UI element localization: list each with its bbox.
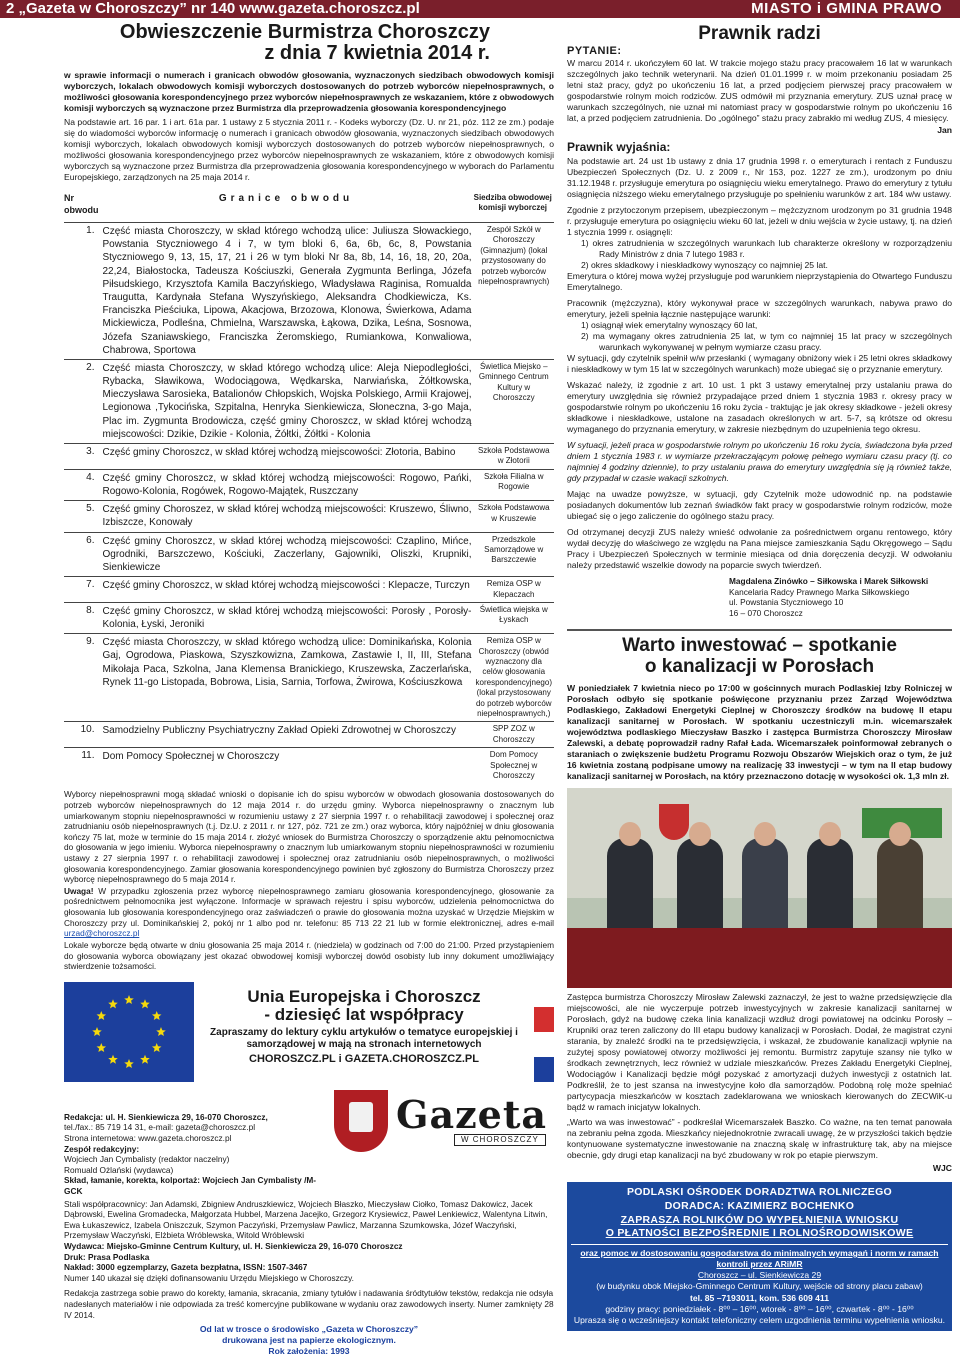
left-column xyxy=(64,22,554,1357)
advisory-hours: godziny pracy: poniedziałek - 8⁰⁰ – 16⁰⁰, wtorek - 8⁰⁰ – 16⁰⁰, czwartek - 8⁰⁰ - 16⁰⁰ xyxy=(605,1303,914,1314)
district-desc: Część gminy Choroszcz, w skład której wchodzą miejscowości : Klepacze, Turczyn xyxy=(100,577,473,603)
district-nr: 3. xyxy=(64,444,100,470)
editorial-line: Wojciech Jan Cymbalisty (redaktor naczelny) xyxy=(64,1154,230,1165)
table-row xyxy=(64,444,554,470)
lawyer-address xyxy=(729,576,952,619)
answer-p6: Wskazać należy, iż zgodnie z art. 10 ust. 1 pkt 3 ustawy emerytalnej przy ustalaniu prawa do emerytury uwzględnia się również przypadające przed dniem 1 stycznia 1983 r. okresy pracy w gospodarstwie rolnym po ukończeniu 16 roku życia - traktując je jak okresy składkowe - jeżeli okresy składkowe i nieskładkowe, ustalone na zasadach określonych w art. 5-7, są krótsze od okresu wymaganego do przyznania emerytury, w zakresie niezbędnym do uzupełnienia tego okresu. xyxy=(567,379,952,434)
eu-star-icon xyxy=(108,999,118,1008)
district-nr: 11. xyxy=(64,748,100,784)
answer-list-1: 1) okres zatrudnienia w szczególnych warunkach lub charakterze określony w rozporządzeniu Rady Ministrów z dnia 7 lutego 1983 r. xyxy=(581,237,952,259)
advisory-sub-1: oraz pomoc w dostosowaniu gospodarstwa do minimalnych wymagań i norm w ramach kontroli przez ARiMR xyxy=(580,1247,939,1270)
district-seat: Remiza OSP w Choroszczy (obwód wyznaczony dla celów głosowania korespondencyjnego) (lokal przystosowany do potrzeb wyborców niepełnosprawnych,) xyxy=(474,634,555,722)
email-link[interactable]: urzad@choroszcz.pl xyxy=(64,928,140,939)
table-row xyxy=(64,634,554,722)
header-issue: 2 „Gazeta w Choroszczy” nr 140 www.gazeta.choroszcz.pl xyxy=(6,0,420,17)
editorial-info xyxy=(64,1112,334,1197)
announcement-title-line1: Obwieszczenie Burmistrza Choroszczy xyxy=(119,21,490,43)
footer-paragraph-1: Wyborcy niepełnosprawni mogą składać wnioski o dopisanie ich do spisu wyborców w obwodach głosowania dostosowanych do potrzeb wyborców niepełnosprawnych do 12 maja 2014 r. do urzędu gminy. Wyborca niepełnosprawny o znacznym lub umiarkowanym stopniu niepełnosprawności w rozumieniu ustawy z 27 sierpnia 1997 r. o rehabilitacji zawodowej i społecznej oraz zatrudnianiu osób niepełnosprawnych (t.j. Dz.U. z 2011 r. nr 127, póz. 721 ze zm.) oraz wyborca, który najpóźniej w dniu głosowania kończy 75 lat, może w terminie do 15 maja 2014 r. złożyć wniosek do Burmistrza Choroszczy o sporządzenie aktu pełnomocnictwa do głosowania w jego imieniu. Wyborca niepełnosprawny o znacznym lub umiarkowanym stopniu niepełnosprawności w rozumieniu ustawy z 27 sierpnia 1997 r. o rehabilitacji zawodowej i społecznej oraz zatrudnianiu osób niepełnosprawnych, o możliwości głosowania korespondencyjnego. Zamiar głosowania korespondencyjnego powinien być zgłoszony do Burmistrza Choroszczy przez wyborcę niepełnosprawnego do 5 maja 2014 r. xyxy=(64,789,554,885)
right-column xyxy=(567,22,952,1331)
logo-text: Gazeta xyxy=(396,1091,548,1137)
answer-label: Prawnik wyjaśnia: xyxy=(567,140,671,155)
sewer-lead: W poniedziałek 7 kwietnia nieco po 17:00 w gościnnych murach Podlaskiej Izby Rolniczej w Porosłach odbyło się spotkanie poświęcone przyznaniu przez Zarząd Województwa Podlaskiego, Zakładowi Energetyki Cieplnej w Choroszczy środków na budowę II etapu kanalizacji sanitarnej w Porosłach. W spotkaniu uczestniczyli m.in. wicemarszałek województwa podlaskiego Mieczysław Baszko i zastępca Burmistrza Choroszczy Mirosław Zalewski, a debatę poprowadził radny Rafał Łada. Wicemarszałek poinformował zebranych o staraniach o zwiększenie budżetu Programu Rozwoju Obszarów Wiejskich oraz o tym, że już 16 kwietnia zostaną podpisane umowy na realizację 33 inwestycji – w tym na II etap budowy kanalizacji sanitarnej w Porosłach, na który przeznaczono dotację w wysokości ok. 1,3 mln zł. xyxy=(567,683,952,782)
eu-star-icon xyxy=(156,1027,166,1036)
announcement-title xyxy=(64,22,554,64)
table-row xyxy=(64,748,554,784)
editorial-staff: Stali współpracownicy: Jan Adamski, Zbigniew Andruszkiewicz, Wojciech Błaszko, Mieczysław Ciołko, Tomasz Dakowicz, Jacek Dąbrowski, Ewelina Gromadecka, Małgorzata Hubbel, Marzena Jacejko, Grzegorz Krysiewicz, Paweł Lenkiewicz, Walentyna Litwin, Ewa Łukaszewicz, Izabela Oniszczuk, Szymon Paczyński, Przemysław Pawlicz, Marzanna Szumkowska, Józef Waczyński, Przemysław Waczyński, Elżbieta Wróblewska, Witold Wróblewski xyxy=(64,1198,548,1241)
advisory-title-1: PODLASKI OŚRODEK DORADZTWA ROLNICZEGO xyxy=(626,1186,893,1199)
district-nr: 7. xyxy=(64,577,100,603)
answer-p8: Mając na uwadze powyższe, w sytuacji, gdy Czytelnik może udowodnić np. na podstawie posiadanych dokumentów lub zeznań świadków fakt pracy w gospodarstwie rolnym rodziców, może ubiegać się o jego zaliczenie do ogólnego stażu pracy. xyxy=(567,488,952,521)
answer-p7: W sytuacji, jeżeli praca w gospodarstwie rolnym po ukończeniu 16 roku życia, świadczona była przed dniem 1 stycznia 1983 r. w wymiarze przekraczającym połowę pełnego wymiaru czasu pracy (tj. co najmniej 4 godziny dziennie), to przy ustalaniu prawa do emerytury uwzględnia się ją również także, gdy przypadał w czasie wakacji szkolnych. xyxy=(567,439,952,483)
advisory-building: (w budynku obok Miejsko-Gminnego Centrum Kultury, wejście od strony placu zabaw) xyxy=(596,1281,923,1292)
editorial-funding: Numer 140 ukazał się dzięki dofinansowaniu Urzędu Miejskiego w Choroszczy. xyxy=(64,1272,354,1283)
district-seat: Przedszkole Samorządowe w Barszczewie xyxy=(474,532,555,577)
address-office: Kancelaria Radcy Prawnego Marka Siłkowskiego xyxy=(729,586,910,597)
answer-p9: Od otrzymanej decyzji ZUS należy wnieść odwołanie za pośrednictwem organu rentowego, który wydał decyzję do właściwego ze względu na Pana miejsce zamieszkania Sądu Okręgowego – Sądu Pracy i Ubezpieczeń Społecznych w terminie miesiąca od dnia doręczenia decyzji. W odwołaniu należy przedstawić wszelkie dowody na poparcie swych twierdzeń. xyxy=(567,526,952,570)
question-text: W marcu 2014 r. ukończyłem 60 lat. W trakcie mojego stażu pracy pracowałem 16 lat w warunkach szczególnych jako technik weterynarii. Na dzień 01.01.1999 r. w moim przekonaniu posiadam 25 letni staż pracy, gdyż po ukończeniu 16 lat, a przed podjęciem pierwszej pracy pracowałem w gospodarstwie rolnym moich rodziców. ZUS odmówił mi przyznania emerytury. ZUS uznał pracę w warunkach szczególnych, nie uznał mi natomiast pracy w gospodarstwie rolnym po ukończeniu 16 lat, a przed podjęciem zatrudnienia. Do „ogólnego” stażu pracy zabrakło mi według ZUS, 4 miesięcy. xyxy=(567,58,952,124)
sewer-article-title xyxy=(567,635,952,678)
table-row xyxy=(64,359,554,443)
eu-promo-line2: - dziesięć lat współpracy xyxy=(264,1004,464,1024)
table-row xyxy=(64,469,554,500)
editorial-circulation: Nakład: 3000 egzemplarzy, Gazeta bezpłatna, ISSN: 1507-3467 xyxy=(64,1262,308,1273)
district-desc: Część gminy Choroszcz, w skład której wchodzą miejscowości: Rogowo, Pańki, Rogowo-Kolonia, Rogówek, Rogowo-Majątek, Ruszczany xyxy=(100,469,473,500)
district-nr: 6. xyxy=(64,532,100,577)
eu-flag-icon xyxy=(64,982,194,1082)
answer-list-2: 2) okres składkowy i nieskładkowy wynoszący co najmniej 25 lat. xyxy=(581,259,828,270)
flag-stripe xyxy=(534,982,554,1082)
coat-of-arms-icon xyxy=(334,1090,388,1152)
answer-p3: Emerytura o której mowa wyżej przysługuje pod warunkiem nieprzystąpienia do Otwartego Funduszu Emerytalnego. xyxy=(567,270,952,292)
footer-paragraph-2 xyxy=(64,886,554,939)
district-nr: 9. xyxy=(64,634,100,722)
eu-promo-text xyxy=(194,982,534,1082)
districts-table-body xyxy=(64,223,554,784)
eu-star-icon xyxy=(124,1059,134,1068)
eu-promo-line4: CHOROSZCZ.PL i GAZETA.CHOROSZCZ.PL xyxy=(249,1053,479,1066)
editorial-print: Druk: Prasa Podlaska xyxy=(64,1251,150,1262)
lawyer-title: Prawnik radzi xyxy=(698,23,821,44)
editorial-details xyxy=(64,1199,554,1321)
advisory-divider xyxy=(571,1244,948,1245)
address-names: Magdalena Zinówko – Siłkowska i Marek Siłkowski xyxy=(729,575,929,586)
district-seat: Remiza OSP w Klepaczach xyxy=(474,577,555,603)
warning-label: Uwaga! xyxy=(64,885,94,896)
sewer-title-line2: o kanalizacji w Porosłach xyxy=(644,656,875,678)
sewer-body: Zastępca burmistrza Choroszczy Mirosław Zalewski zaznaczył, że jest to ważne przedsięwzięcie dla miejscowości, ale nie wyczerpuje potrzeb inwestycyjnych w zakresie kanalizacji sanitarnej w Porosłach, gdyż na budowę czeka linia kanalizacji wzdłuż drogi powiatowej na odcinku Porosły – Krupniki oraz teren zaliczony do III etapu budowy kanalizacji w Porosłach. Dodał, że magistrat czyni starania, by znaleźć środki na te przedsięwzięcia, i wskazał, że zbudowanie kanalizacji wpłynie na zużytej sposy powiatowej otworzy możliwości jej remontu. Burmistrz zapytuje szansy nie tylko w środkach zewnętrznych, lecz również w udziale mieszkańców. Prezes Zakładu Energetyki Cieplnej, Wodociągów i Kanalizacji będzie mógł pozyskać z amortyzacji dużych inwestycji z ostatnich lat. Podkreślił, że to jest szansa na inwestycyjne koło dla samorządów. Podobną rolę może spełniać partycypacja mieszkańców w kosztach zadeklarowana we wnioskach kierowanych do ZECWiK-u bądź w ramach inicjatyw lokalnych. xyxy=(567,992,952,1113)
district-desc: Część gminy Choroszcz, w skład której wchodzą miejscowości: Czaplino, Mińce, Ogrodniki, Barszczewo, Kościuki, Zaczerlany, Gajowniki, Oliszki, Krupniki, Sienkiewicze xyxy=(100,532,473,577)
answer-p4: Pracownik (mężczyzna), który wykonywał prace w szczególnych warunkach, nabywa prawo do emerytury, jeżeli spełnia łącznie następujące warunki: xyxy=(567,297,952,319)
photo-table xyxy=(567,928,952,988)
answer-p1: Na podstawie art. 24 ust 1b ustawy z dnia 17 grudnia 1998 r. o emeryturach i rentach z Funduszu Ubezpieczeń Społecznych (Dz. U. z 2009 r., Nr 153, poz. 1227 ze zm.), urodzonym po dniu 31.12.1948 r. przysługuje emerytura po osiągnięciu wieku emerytalnego. Prawo do emerytury z tytułu osiągnięcia niższego wieku emerytalnego przysługuje po spełnieniu warunków z art. 184 w/w ustawy. xyxy=(567,155,952,199)
advisory-title-3: ZAPRASZA ROLNIKÓW DO WYPEŁNIENIA WNIOSKU xyxy=(620,1213,899,1226)
district-nr: 4. xyxy=(64,469,100,500)
question-label: PYTANIE: xyxy=(567,45,622,58)
address-city: 16 – 070 Choroszcz xyxy=(729,608,803,619)
editorial-publisher: Wydawca: Miejsko-Gminne Centrum Kultury, ul. H. Sienkiewicza 29, 16-070 Choroszcz xyxy=(64,1241,403,1252)
district-seat: Dom Pomocy Społecznej w Choroszczy xyxy=(474,748,555,784)
district-desc: Część miasta Choroszczy, w skład którego wchodzą ulice: Dominikańska, Kolonia Gaj, Ogrodowa, Piaskowa, Szyszkowizna, Zamkowa, Zastawie I, II, III, Stefana Mikołaja Paca, Szkolna, Jana Klemensa Branickiego, Kruszewska, Zaczerlańska, Rynek 11-go Listopada, Bobrowa, Lisia, Sarnia, Torfowa, Żwirowa, Kościuszkowa xyxy=(100,634,473,722)
advisory-phone: tel. 85 –7193011, kom. 536 609 411 xyxy=(689,1292,830,1303)
advisory-title-4: O PŁATNOŚCI BEZPOŚREDNIE I ROLNOŚRODOWISKOWE xyxy=(605,1227,914,1240)
eu-star-icon xyxy=(97,1043,107,1052)
question-signature: Jan xyxy=(937,125,952,136)
announcement-intro: w sprawie informacji o numerach i granicach obwodów głosowania, wyznaczonych siedzibach obwodowych komisji wyborczych, lokalach obwodowych komisji wyborczych dostosowanych do potrzeb wyborców niepełnosprawnych, o możliwości głosowania korespondencyjnego przez wyborców niepełnosprawnych ze wskazaniem, które z obwodowych komisji wyborczych są wyznaczone przez Burmistrza dla przeprowadzenia głosowania korespondencyjnego xyxy=(64,70,554,113)
district-nr: 8. xyxy=(64,602,100,633)
editorial-line: Strona internetowa: www.gazeta.choroszcz.pl xyxy=(64,1132,232,1143)
tagline-line2: drukowana jest na papierze ekologicznym. xyxy=(222,1335,396,1346)
district-seat: Szkoła Filialna w Rogowie xyxy=(474,469,555,500)
eu-promo-line3: Zapraszamy do lektury cyklu artykułów o tematyce europejskiej i samorządowej w mają na stronach internetowych xyxy=(210,1027,518,1050)
eu-star-icon xyxy=(92,1027,102,1036)
editorial-line: tel./fax.: 85 719 14 31, e-mail: gazeta@choroszcz.pl xyxy=(64,1122,256,1133)
eu-stars-icon xyxy=(64,982,194,1082)
header-section: MIASTO i GMINA PRAWO xyxy=(751,0,942,17)
editorial-line: Zespół redakcyjny: xyxy=(64,1143,140,1154)
table-row xyxy=(64,577,554,603)
tagline-line1: Od lat w trosce o środowisko „Gazeta w Choroszczy” xyxy=(199,1324,419,1335)
answer-p5: W sytuacji, gdy czytelnik spełnił w/w przesłanki ( wymagany obniżony wiek i 25 letni okres składkowy i nieskładkowy w tym 15 lat w szczególnych warunkach) może ubiegać się o przyznanie emerytury. xyxy=(567,352,952,374)
address-street: ul. Powstania Styczniowego 10 xyxy=(729,597,844,608)
col-header-bounds: Granice obwodu xyxy=(218,193,354,204)
district-desc: Część miasta Choroszczy, w skład którego wchodzą ulice: Juliusza Słowackiego, Powstania Styczniowego 4 i 7, w tym bloki 6, 6a, 6b, 6c, 8, Powstania Styczniowego 9, 13, 15, 17, 21 i 26 w tym bloki Nr 8a, 8b, 14, 16, 18, 20, 20a, 22,24, Białostocka, Tadeusza Kościuszki, Generała Zygmunta Berlinga, Józefa Piłsudskiego, Krzysztofa Kamila Baczyńskiego, Władysława Raginisa, Romualda Traugutta, Kardynała Stefana Wyszyńskiego, Aleksandra Chodkiewicza, Ks. Franciszka Pieściuka, Lipowa, Akacjowa, Brzozowa, Klonowa, Świerkowa, Adama Mickiewicza, Podleśna, Chmielna, Warszawska, Łąkowa, Dzika, Leśna, Sosnowa, Józefa Szaniawskiego, Franciszka Żeromskiego, Rumiankowa, Konwaliowa, Chabrowa, Sportowa xyxy=(100,223,473,360)
announcement-footer xyxy=(64,789,554,971)
district-seat: Świetlica Miejsko – Gminnego Centrum Kultury w Choroszczy xyxy=(474,359,555,443)
meeting-photo xyxy=(567,788,952,988)
advisory-note: Uprasza się o wcześniejszy kontakt telefoniczny celem uzgodnienia terminu wypełnienia wniosku. xyxy=(573,1315,946,1325)
eu-star-icon xyxy=(152,1011,162,1020)
table-row xyxy=(64,223,554,360)
table-row xyxy=(64,602,554,633)
district-desc: Część gminy Choroszez, w skład której wchodzą miejscowości: Kruszewo, Śliwno, Izbiszcze, Konowały xyxy=(100,501,473,532)
table-row xyxy=(64,501,554,532)
district-seat: Zespół Szkół w Choroszczy (Gimnazjum) (lokal przystosowany do potrzeb wyborców niepełnosprawnych) xyxy=(474,223,555,360)
eu-promo-box xyxy=(64,982,554,1082)
page-header-bar xyxy=(0,0,960,18)
logo-subtitle: W CHOROSZCZY xyxy=(454,1134,546,1146)
district-seat: Świetlica wiejska w Łyskach xyxy=(474,602,555,633)
col-header-seat: Siedziba obwodowej komisji wyborczej xyxy=(473,193,552,213)
newspaper-logo xyxy=(396,1091,548,1146)
editorial-line: Skład, łamanie, korekta, kolportaż: Wojciech Jan Cymbalisty /M-GCK xyxy=(64,1175,317,1196)
answer-list-4: 2) ma wymagany okres zatrudnienia 25 lat, w tym co najmniej 15 lat pracy w szczególnych warunkach wykonywanej w pełnym wymiarze czasu pracy. xyxy=(581,330,952,352)
editorial-line: Redakcja: ul. H. Sienkiewicza 29, 16-070 Choroszcz, xyxy=(64,1111,268,1122)
eu-star-icon xyxy=(124,995,134,1004)
sewer-signature: WJC xyxy=(932,1163,952,1174)
sewer-title-line1: Warto inwestować – spotkanie xyxy=(622,634,897,656)
announcement-title-line2: z dnia 7 kwietnia 2014 r. xyxy=(264,42,490,64)
district-seat: Szkoła Podstawowa w Złotorii xyxy=(474,444,555,470)
col-header-nr: Nr obwodu xyxy=(64,193,99,215)
announcement-legal: Na podstawie art. 16 par. 1 i art. 61a par. 1 ustawy z 5 stycznia 2011 r. - Kodeks wyborczy (Dz. U. nr 21, póz. 112 ze zm.) podaje się do wiadomości wyborców informację o numerach i granicach obwodów głosowania, wyznaczonych siedzibach obwodowych komisji wyborczych, lokalach obwodowych komisji wyborczych dostosowanych do potrzeb wyborców niepełnosprawnych, o możliwości głosowania korespondencyjnego przez wyborców niepełnosprawnych ze wskazaniem, które z obwodowych komisji wyborczych są wyznaczone przez Burmistrza dla przeprowadzenia głosowania korespondencyjnego w wyborach do Parlamentu Europejskiego, zarządzonych na 25 maja 2014 r. xyxy=(64,117,554,182)
editorial-line: Romuald Ożlański (wydawca) xyxy=(64,1164,174,1175)
table-row xyxy=(64,532,554,577)
editorial-disclaimer: Redakcja zastrzega sobie prawo do korekty, łamania, skracania, zmiany tytułów i nadawania śródtytułów tekstów, redakcja nie odsyła nadesłanych materiałów i nie odpowiada za treść komercyjne publikowane w wydaniu oraz zawodowych inserty. Numer zamknięty 28 IV 2014. xyxy=(64,1288,554,1320)
eco-tagline xyxy=(64,1324,554,1357)
photo-emblem-icon xyxy=(659,804,689,840)
district-nr: 2. xyxy=(64,359,100,443)
section-divider xyxy=(567,629,952,631)
eu-promo-line1: Unia Europejska i Choroszcz xyxy=(247,986,481,1006)
district-desc: Część miasta Choroszczy, w skład którego wchodzą ulice: Aleja Niepodległości, Rybacka, Sławikowa, Wodociągowa, Wędkarska, Narwiańska, Żółtkowska, Mieczysława Sarosieka, Batalionów Chłopskich, Wojska Polskiego, Armii Krajowej, Legionowa ,Tykocińska, Szpitalna, Henryka Sienkiewicza, Słoneczna, 3-go Maja, Plac im. Zygmunta Brodowicza, część gminy Choroszcz, w skład której wchodzą miejscowości: Dzikie, Dzikie - Kolonia, Żółtki, Żółtki - Kolonia xyxy=(100,359,473,443)
table-row xyxy=(64,722,554,748)
footer-paragraph-3: Lokale wyborcze będą otwarte w dniu głosowania 25 maja 2014 r. (niedziela) w godzinach od 7:00 do 21:00. Przed przystąpieniem do głosowania wyborca obowiązany jest okazać obwodowej komisji wyborczej dowód osobisty lub inny dokument umożliwiający stwierdzenie tożsamości. xyxy=(64,939,554,972)
district-desc: Dom Pomocy Społecznej w Choroszczy xyxy=(100,748,473,784)
district-desc: Samodzielny Publiczny Psychiatryczny Zakład Opieki Zdrowotnej w Choroszczy xyxy=(100,722,473,748)
eu-star-icon xyxy=(97,1011,107,1020)
answer-list-3: 1) osiągnął wiek emerytalny wynoszący 60 lat, xyxy=(581,319,758,330)
tagline-line3: Rok założenia: 1993 xyxy=(268,1346,350,1357)
footer-paragraph-2-text: W przypadku zgłoszenia przez wyborcę niepełnosprawnego zamiaru głosowania korespondencyjnego, głosowanie za pośrednictwem pełnomocnika jest wyłączone. Informacje w sprawach rejestru i spisu wyborców, udzielenia pełnomocnictwa do głosowania lub głosowania korespondencyjnego oraz zaświadczeń o prawie do głosowania można uzyskać w Urzędzie Miejskim w Choroszczy przy ul. Dominikańskiej 2, pokój nr 1 albo pod nr. telefonu: 85 713 22 21 lub w formie elektronicznej, adres e-mail xyxy=(64,885,554,928)
advisory-title-2: DORADCA: KAZIMIERZ BOCHENKO xyxy=(664,1200,855,1213)
answer-p2: Zgodnie z przytoczonym przepisem, ubezpieczonym – mężczyznom urodzonym po 31 grudnia 1948 r. przysługuje emerytura po osiągnięciu wieku 60 lat, jeżeli w dniu wejścia w życie ustawy, tj. na dzień 1 stycznia 1999 r. osiągnęli: xyxy=(567,204,952,237)
district-nr: 5. xyxy=(64,501,100,532)
sewer-body-2: „Warto wa was inwestować” - podkreślał Wicemarszałek Baszko. Co ważne, na ten temat panowała na zebraniu pełna zgoda. Mieszkańcy niejednokrotnie zwracali uwagę, że w przyszłości takich będzie kontynuowane systematyczne inwestowanie na znaczną skalę w infrastrukturę tak, aby na miejsce obecnie, gdy drugi etap kanalizacji na być zbudowany w rok po etapie pierwszym. xyxy=(567,1117,953,1161)
eu-star-icon xyxy=(140,999,150,1008)
eu-star-icon xyxy=(152,1043,162,1052)
advisory-address: Choroszcz – ul. Sienkiewicza 29 xyxy=(697,1270,822,1281)
district-nr: 1. xyxy=(64,223,100,360)
advisory-box xyxy=(567,1182,952,1331)
answer-body xyxy=(567,156,952,571)
eu-star-icon xyxy=(140,1054,150,1063)
district-seat: SPP ZOZ w Choroszczy xyxy=(474,722,555,748)
district-seat: Szkoła Podstawowa w Kruszewie xyxy=(474,501,555,532)
district-desc: Część gminy Choroszcz, w skład której wchodzą miejscowości: Złotoria, Babino xyxy=(100,444,473,470)
district-desc: Część gminy Choroszcz, w skład której wchodzą miejscowości: Porosły , Porosły-Kolonia, Łyski, Jeroniki xyxy=(100,602,473,633)
eu-star-icon xyxy=(108,1054,118,1063)
districts-table xyxy=(64,191,554,783)
district-nr: 10. xyxy=(64,722,100,748)
